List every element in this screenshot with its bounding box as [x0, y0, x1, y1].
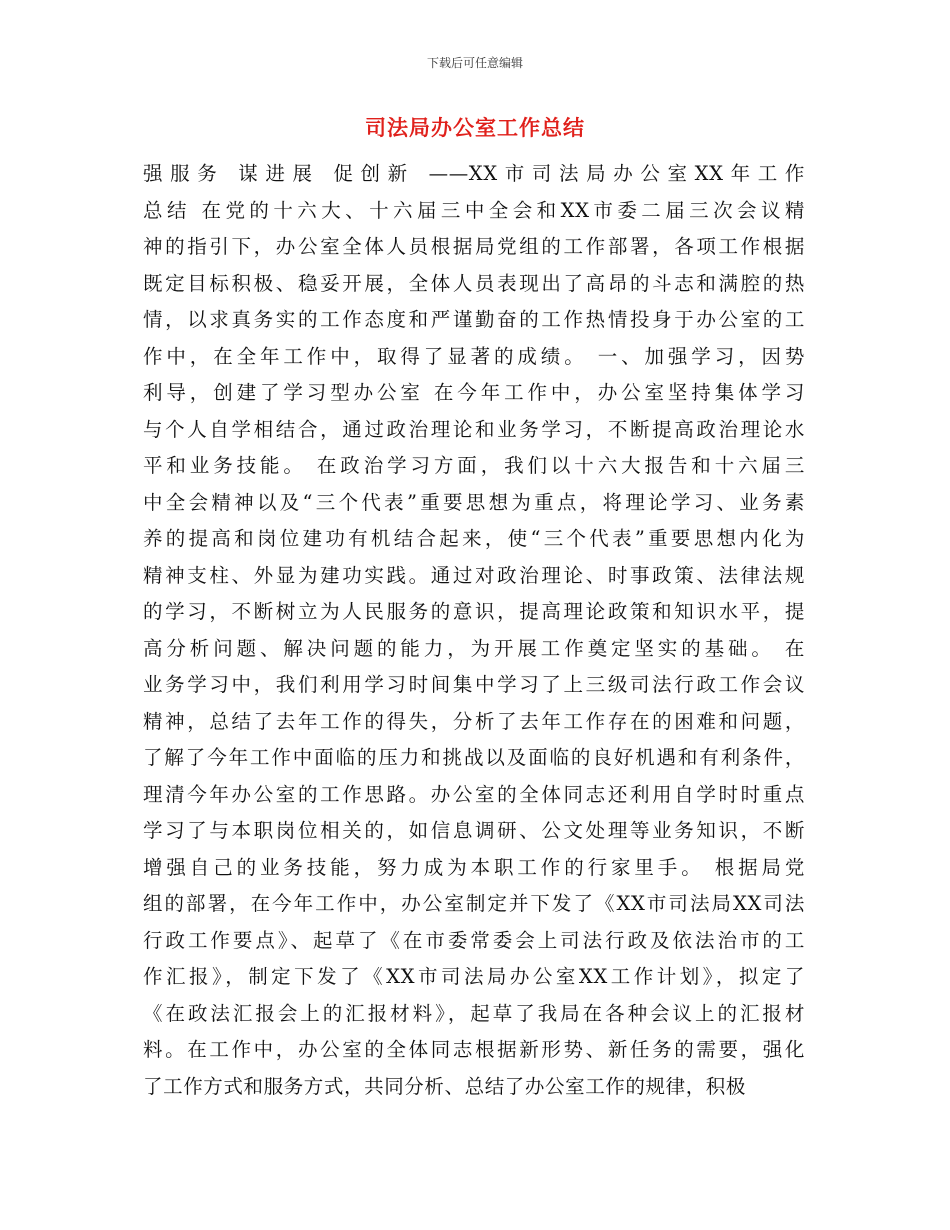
body-line: 情，以求真务实的工作态度和严谨勤奋的工作热情投身于办公室的工: [143, 308, 805, 331]
document-body: [143, 156, 805, 1105]
body-line: 强服务 谋进展 促创新 ——XX市司法局办公室XX年工作: [143, 162, 805, 185]
body-line: 既定目标积极、稳妥开展，全体人员表现出了高昂的斗志和满腔的热: [143, 271, 805, 295]
document-title: 司法局办公室工作总结: [365, 116, 585, 140]
body-line: 增强自己的业务技能，努力成为本职工作的行家里手。 根据局党: [143, 855, 805, 879]
body-line: 了工作方式和服务方式，共同分析、总结了办公室工作的规律，积极: [143, 1074, 747, 1098]
header-note: 下载后可任意编辑: [426, 56, 523, 70]
body-line: 与个人自学相结合，通过政治理论和业务学习，不断提高政治理论水: [143, 417, 805, 441]
body-line: 中全会精神以及“三个代表”重要思想为重点，将理论学习、业务素: [143, 490, 805, 514]
body-line: 养的提高和岗位建功有机结合起来，使“三个代表”重要思想内化为: [143, 527, 805, 550]
body-line: 作汇报》，制定下发了《XX市司法局办公室XX工作计划》，拟定了: [143, 965, 805, 988]
body-line: 精神，总结了去年工作的得失，分析了去年工作存在的困难和问题，: [143, 709, 805, 733]
body-line: 神的指引下，办公室全体人员根据局党组的工作部署，各项工作根据: [143, 235, 805, 258]
body-line: 作中，在全年工作中，取得了显著的成绩。 一、加强学习，因势: [143, 344, 805, 368]
body-line: 理清今年办公室的工作思路。办公室的全体同志还利用自学时时重点: [143, 782, 805, 806]
body-line: 平和业务技能。 在政治学习方面，我们以十六大报告和十六届三: [143, 454, 805, 477]
body-line: 行政工作要点》、起草了《在市委常委会上司法行政及依法治市的工: [143, 928, 805, 952]
body-line: 组的部署，在今年工作中，办公室制定并下发了《XX市司法局XX司法: [143, 892, 805, 915]
body-line: 精神支柱、外显为建功实践。通过对政治理论、时事政策、法律法规: [143, 563, 805, 587]
body-line: 学习了与本职岗位相关的，如信息调研、公文处理等业务知识，不断: [143, 819, 805, 842]
body-line: 的学习，不断树立为人民服务的意识，提高理论政策和知识水平，提: [143, 600, 805, 623]
body-line: 料。在工作中，办公室的全体同志根据新形势、新任务的需要，强化: [143, 1038, 805, 1061]
body-line: 《在政法汇报会上的汇报材料》，起草了我局在各种会议上的汇报材: [143, 1001, 805, 1025]
body-line: 了解了今年工作中面临的压力和挑战以及面临的良好机遇和有利条件，: [143, 746, 805, 769]
body-line: 业务学习中，我们利用学习时间集中学习了上三级司法行政工作会议: [143, 673, 805, 696]
body-line: 总结 在党的十六大、十六届三中全会和XX市委二届三次会议精: [143, 198, 805, 222]
body-line: 利导，创建了学习型办公室 在今年工作中，办公室坚持集体学习: [143, 381, 805, 404]
body-line: 高分析问题、解决问题的能力，为开展工作奠定坚实的基础。 在: [143, 636, 805, 660]
